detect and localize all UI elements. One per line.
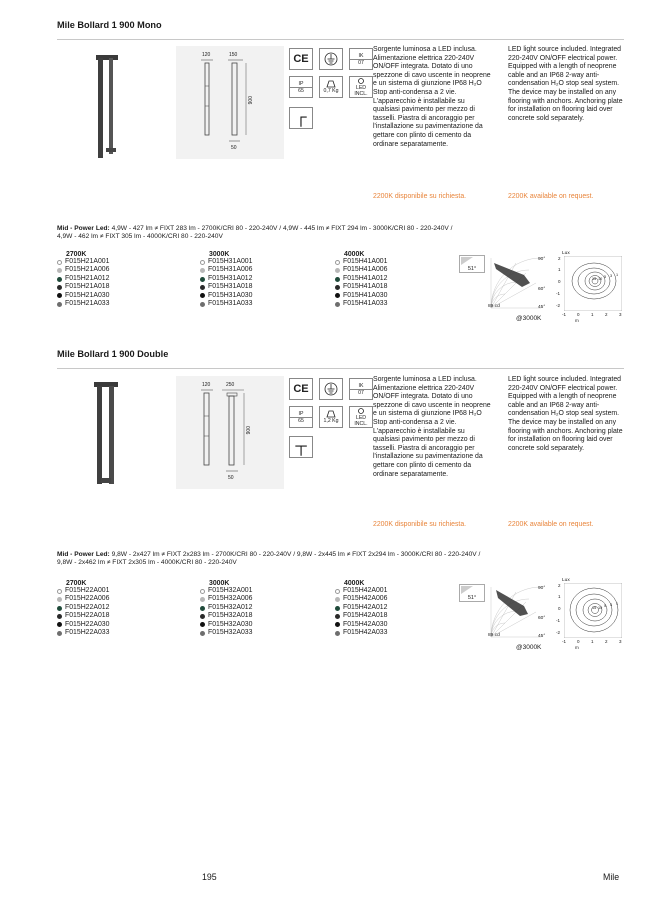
power-spec: Mid - Power Led: 9,8W - 2x427 lm ≠ FIXT 2x283 lm - 2700K/CRI 80 - 220-240V / 9,8W - 2x445 lm ≠ FIXT 2x294 lm - 3000K/CRI 80 - 220-240V / 9,8W - 2x462 lm ≠ FIXT 2x305 lm - 4000K/CRI 80 - 220-240V [57,551,481,567]
product-code-row: F015H32A033 [200,629,320,637]
dim-base: 50 [231,145,237,151]
availability-note-it: 2200K disponibile su richiesta. [373,193,467,200]
product-code-row: F015H32A012 [200,604,320,612]
product-code-row: F015H21A001 [57,258,177,266]
dim-width-a: 120 [202,382,211,388]
ip-rating-icon: IP 65 [289,76,313,98]
divider [57,368,624,369]
description-it: Sorgente luminosa a LED inclusa. Alimentazione elettrica 220-240V ON/OFF integrata. Dotato di uno spezzone di cavo uscente in neoprene e un sistema di giunzione IP68 H₂O Stop anti-condensa a 2 vie. L'apparecchio è installabile su qualsiasi pavimento per mezzo di tasselli. Piastra di ancoraggio per l'installazione su pavimentazione da gettare con plinto di cemento da ordinare separatamente. [373,376,491,478]
availability-note-en: 2200K available on request. [508,521,594,528]
dim-base: 50 [228,475,234,481]
code-column-2700k [57,251,177,308]
dimension-drawing [176,46,284,159]
icon-grid [289,378,373,428]
product-code-row: F015H32A018 [200,612,320,620]
column-head: 2700K [66,251,87,258]
product-code-row: F015H32A006 [200,595,320,603]
polar-cd-label: 89 cd [488,633,500,638]
product-code-row: F015H21A033 [57,300,177,308]
polar-diagram [486,582,551,642]
dimension-drawing [176,376,284,489]
product-code-row: F015H22A001 [57,587,177,595]
product-code-row: F015H21A012 [57,275,177,283]
product-code-row: F015H42A030 [335,621,455,629]
polar-45: 45° [538,634,546,639]
product-code-row: F015H42A018 [335,612,455,620]
code-column-2700k [57,580,177,637]
led-included-icon: LED INCL. [349,76,373,98]
ce-icon: CE [289,48,313,70]
product-code-row: F015H21A006 [57,266,177,274]
product-code-row: F015H22A006 [57,595,177,603]
product-title: Mile Bollard 1 900 Double [57,349,169,359]
ik-rating-icon: IK 07 [349,48,373,70]
mount-type-icon: ┌ [289,107,313,129]
polar-90: 90° [538,257,546,262]
product-code-row: F015H31A006 [200,266,320,274]
section-name: Mile [603,872,620,882]
product-code-row: F015H31A012 [200,275,320,283]
dim-height: 900 [248,96,254,105]
polar-90: 90° [538,586,546,591]
description-it: Sorgente luminosa a LED inclusa. Alimentazione elettrica 220-240V ON/OFF integrata. Dotato di uno spezzone di cavo uscente in neoprene e un sistema di giunzione IP68 H₂O Stop anti-condensa a 2 vie. L'apparecchio è installabile su qualsiasi pavimento per mezzo di tasselli. Piastra di ancoraggio per l'installazione su pavimentazione da gettare con plinto di cemento da ordinare separatamente. [373,46,491,148]
product-photo [92,52,124,162]
ce-icon: CE [289,378,313,400]
polar-diagram [486,253,551,313]
polar-60: 60° [538,287,546,292]
isolux-diagram: Lux 2 1 0 -1 -2 -1 0 1 2 3 m 15 10 5 3 1 [556,251,622,323]
product-code-row: F015H22A018 [57,612,177,620]
product-code-row: F015H21A018 [57,283,177,291]
product-code-row: F015H32A030 [200,621,320,629]
column-head: 2700K [66,580,87,587]
code-column-3000k [200,251,320,308]
weight-icon: 1,2 Kg [319,406,343,428]
page-number: 195 [202,872,217,882]
product-photo [92,380,124,490]
product-code-row: F015H42A033 [335,629,455,637]
product-code-row: F015H31A033 [200,300,320,308]
product-code-row: F015H41A033 [335,300,455,308]
product-code-row: F015H22A033 [57,629,177,637]
ground-symbol-icon [319,48,343,70]
code-column-3000k [200,580,320,637]
availability-note-it: 2200K disponibile su richiesta. [373,521,467,528]
product-code-row: F015H41A001 [335,258,455,266]
icon-grid [289,48,373,98]
product-code-row: F015H31A018 [200,283,320,291]
column-head: 3000K [209,580,230,587]
column-head: 4000K [344,251,365,258]
dim-width-a: 120 [202,52,211,58]
polar-cd-label: 89 cd [488,304,500,309]
dim-width-b: 150 [229,52,238,58]
product-title: Mile Bollard 1 900 Mono [57,20,162,30]
polar-45: 45° [538,305,546,310]
product-code-row: F015H31A001 [200,258,320,266]
led-included-icon: LED INCL. [349,406,373,428]
beam-angle-icon: 51° [459,255,485,273]
product-code-row: F015H21A030 [57,292,177,300]
isolux-diagram: Lux 2 1 0 -1 -2 -1 0 1 2 3 m 15 10 5 3 1 [556,578,622,650]
mount-type-icon: ┬ [289,436,313,458]
code-column-4000k [335,580,455,637]
product-code-row: F015H41A006 [335,266,455,274]
product-code-row: F015H31A030 [200,292,320,300]
dim-width-b: 250 [226,382,235,388]
ground-symbol-icon [319,378,343,400]
product-code-row: F015H22A012 [57,604,177,612]
description-en: LED light source included. Integrated 220-240V ON/OFF electrical power. Equipped with a length of neoprene cable and an IP68 2-way anti-condensation H₂O stop seal system. The device may be installed on any flooring with anchors. Anchoring plate for installation on flooring laid over concrete sold separately. [508,376,623,452]
beam-angle-icon: 51° [459,584,485,602]
polar-60: 60° [538,616,546,621]
product-code-row: F015H22A030 [57,621,177,629]
availability-note-en: 2200K available on request. [508,193,594,200]
weight-icon: 0,7 Kg [319,76,343,98]
product-code-row: F015H42A001 [335,587,455,595]
product-code-row: F015H41A030 [335,292,455,300]
ik-rating-icon: IK 07 [349,378,373,400]
dim-height: 900 [246,426,252,435]
product-code-row: F015H41A018 [335,283,455,291]
product-code-row: F015H41A012 [335,275,455,283]
code-column-4000k [335,251,455,308]
product-code-row: F015H42A006 [335,595,455,603]
column-head: 4000K [344,580,365,587]
description-en: LED light source included. Integrated 220-240V ON/OFF electrical power. Equipped with a length of neoprene cable and an IP68 2-way anti-condensation H₂O stop seal system. The device may be installed on any flooring with anchors. Anchoring plate for installation on flooring laid over concrete sold separately. [508,46,623,122]
divider [57,39,624,40]
polar-ref-temp: @3000K [516,315,542,322]
power-spec: Mid - Power Led: 4,9W - 427 lm ≠ FIXT 283 lm - 2700K/CRI 80 - 220-240V / 4,9W - 445 lm ≠ FIXT 294 lm - 3000K/CRI 80 - 220-240V / 4,9W - 462 lm ≠ FIXT 305 lm - 4000K/CRI 80 - 220-240V [57,225,453,241]
column-head: 3000K [209,251,230,258]
product-code-row: F015H32A001 [200,587,320,595]
product-code-row: F015H42A012 [335,604,455,612]
polar-ref-temp: @3000K [516,644,542,651]
ip-rating-icon: IP 65 [289,406,313,428]
